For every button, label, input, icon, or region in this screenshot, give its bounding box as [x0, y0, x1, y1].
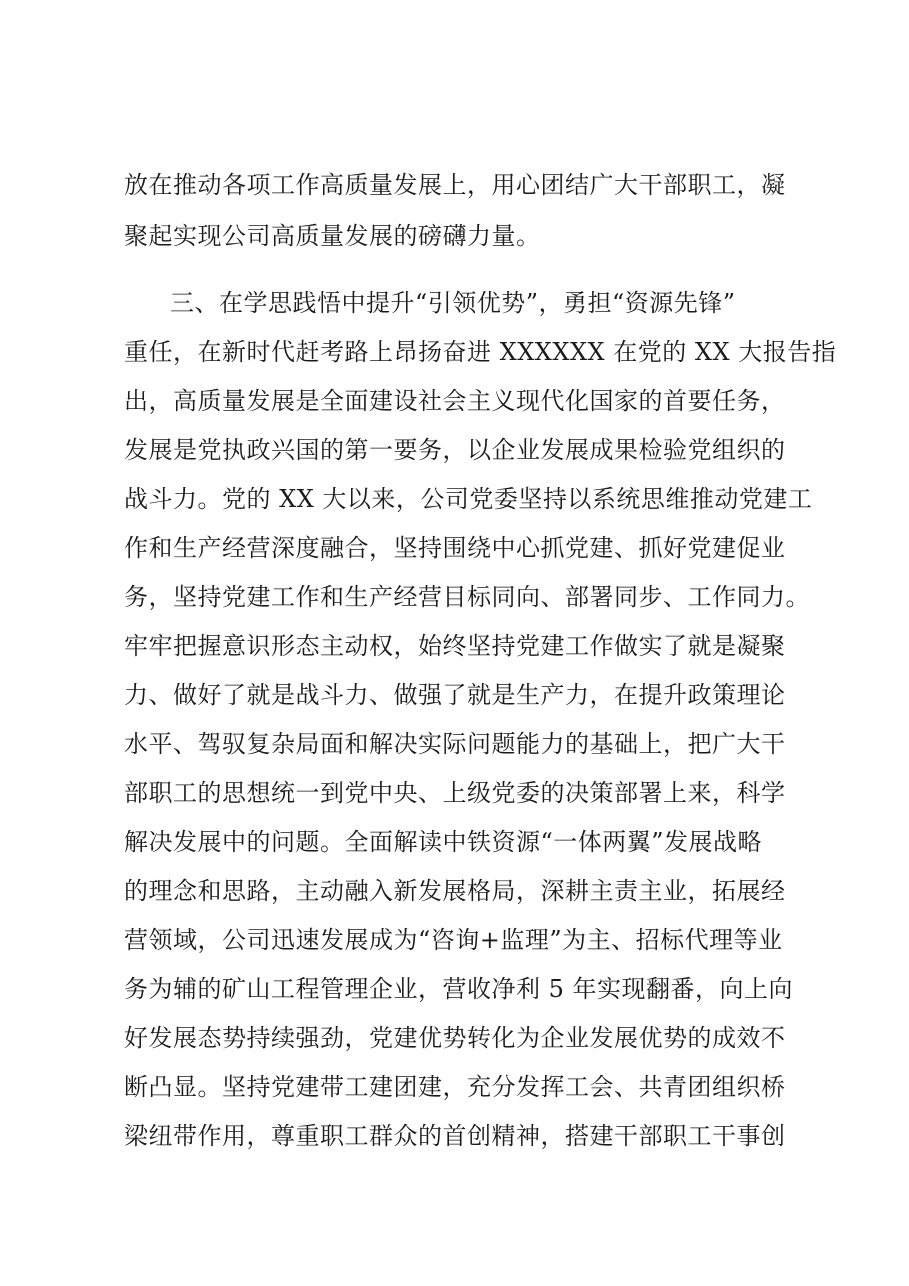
- text-line: 的理念和思路，主动融入新发展格局，深耕主责主业，拓展经: [124, 877, 786, 905]
- text-line: 务，坚持党建工作和生产经营目标同向、部署同步、工作同力。: [124, 583, 810, 611]
- text-line: 重任，在新时代赶考路上昂扬奋进 XXXXXX 在党的 XX 大报告指: [124, 338, 837, 366]
- text-line: 断凸显。坚持党建带工建团建，充分发挥工会、共青团组织桥: [124, 1073, 786, 1101]
- text-line: 出，高质量发展是全面建设社会主义现代化国家的首要任务，: [124, 387, 786, 415]
- text-line: 好发展态势持续强劲，党建优势转化为企业发展优势的成效不: [124, 1024, 786, 1052]
- text-line: 部职工的思想统一到党中央、上级党委的决策部署上来，科学: [124, 779, 786, 807]
- text-line: 营领域，公司迅速发展成为“咨询+监理”为主、招标代理等业: [124, 926, 783, 954]
- text-line: 梁纽带作用，尊重职工群众的首创精神，搭建干部职工干事创: [124, 1122, 786, 1150]
- text-line: 务为辅的矿山工程管理企业，营收净利 5 年实现翻番，向上向: [124, 975, 794, 1003]
- text-line: 水平、驾驭复杂局面和解决实际问题能力的基础上，把广大干: [124, 730, 786, 758]
- text-line: 牢牢把握意识形态主动权，始终坚持党建工作做实了就是凝聚: [124, 632, 786, 660]
- text-line: 解决发展中的问题。全面解读中铁资源“一体两翼”发展战略: [124, 828, 763, 856]
- text-line: 战斗力。党的 XX 大以来，公司党委坚持以系统思维推动党建工: [124, 485, 813, 513]
- section-heading-line: 三、在学思践悟中提升“引领优势”，勇担“资源先锋”: [170, 289, 736, 317]
- text-line: 力、做好了就是战斗力、做强了就是生产力，在提升政策理论: [124, 681, 786, 709]
- text-line: 聚起实现公司高质量发展的磅礴力量。: [124, 222, 541, 250]
- text-line: 作和生产经营深度融合，坚持围绕中心抓党建、抓好党建促业: [124, 534, 786, 562]
- text-line: 发展是党执政兴国的第一要务，以企业发展成果检验党组织的: [124, 436, 786, 464]
- text-line: 放在推动各项工作高质量发展上，用心团结广大干部职工，凝: [124, 171, 786, 199]
